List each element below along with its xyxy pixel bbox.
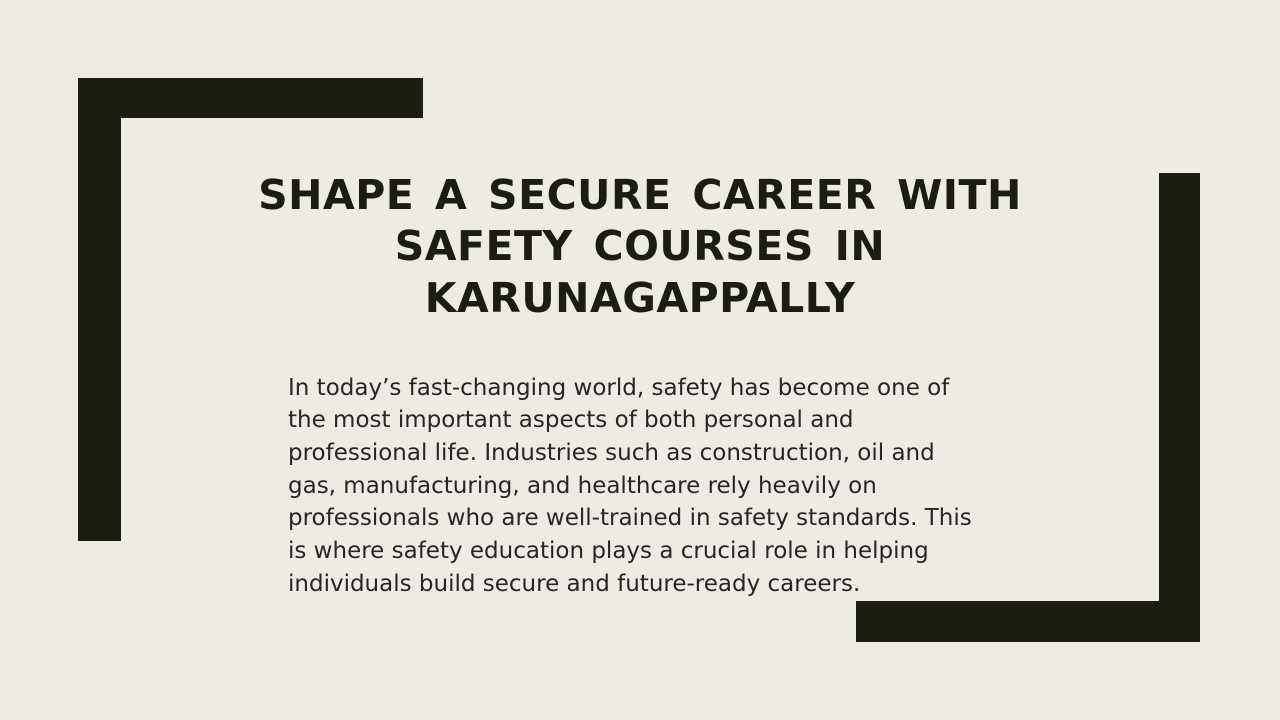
bracket-top-left-horizontal-arm xyxy=(78,78,423,118)
bracket-bottom-right-vertical-arm xyxy=(1159,173,1200,642)
slide-title: SHAPE A SECURE CAREER WITH SAFETY COURSES IN KARUNAGAPPALLY xyxy=(258,171,1022,322)
bracket-bottom-right-horizontal-arm xyxy=(856,601,1200,642)
slide-body-text: In today’s fast-changing world, safety has become one of the most important aspects of both personal and professional life. Industries such as construction, oil and gas, manufacturing, and healthcare rely heavily on professionals who are well-trained in safety standards. This is where safety education plays a crucial role in helping individuals build secure and future-ready careers. xyxy=(288,374,972,597)
slide-content xyxy=(240,170,1040,600)
bracket-top-left-vertical-arm xyxy=(78,78,121,541)
